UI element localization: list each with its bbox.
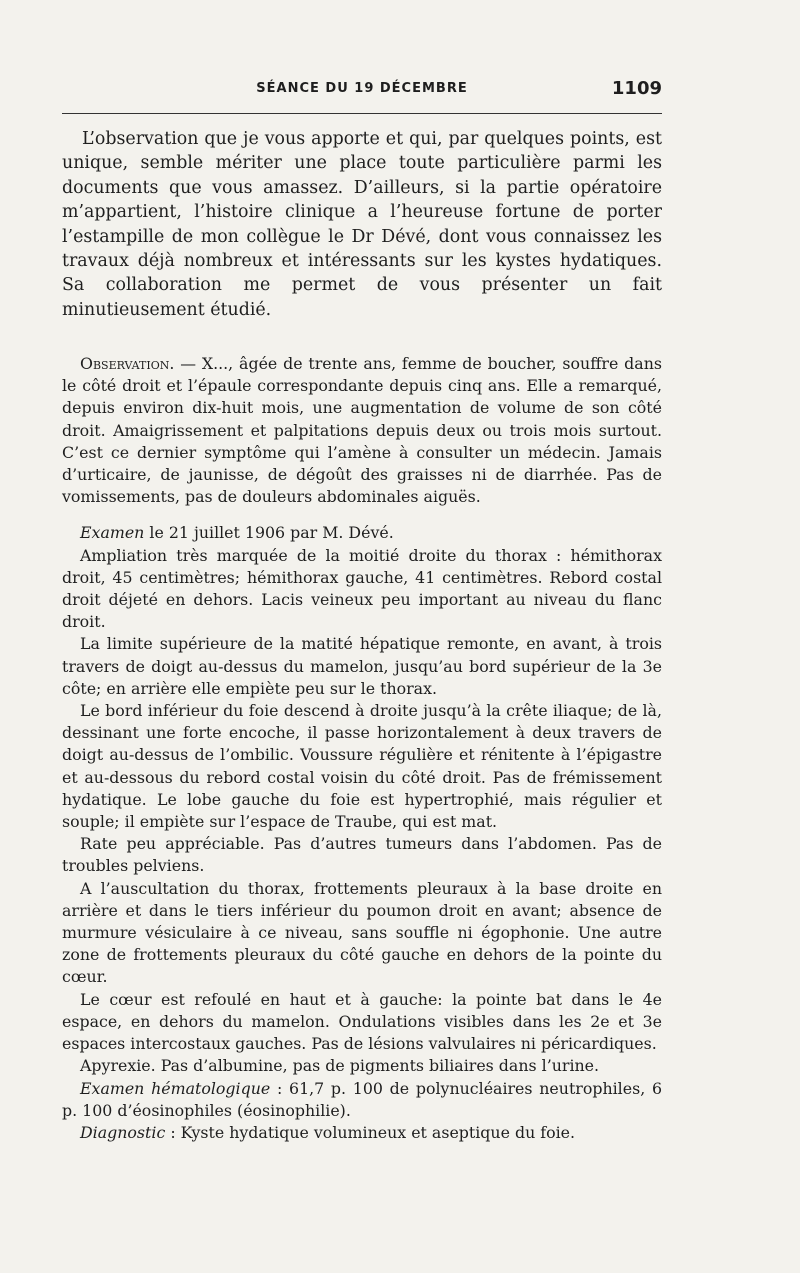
hemato-paragraph: [62, 1078, 662, 1122]
intro-section: [62, 127, 662, 322]
observation-text: — X..., âgée de trente ans, femme de boucher, souffre dans le côté droit et l’épaule correspondante depuis cinq ans. Elle a remarqué, depuis environ dix-huit mois, une augmentation de volume de son côté droit. Amaigrissement et palpitations depuis deux ou trois mois surtout. C’est ce dernier symptôme qui l’amène à consulter un médecin. Jamais d’urticaire, de jaunisse, de dégoût des graisses ni de diarrhée. Pas de vomissements, pas de douleurs abdominales aiguës.: [62, 354, 662, 507]
observation-paragraph: [62, 353, 662, 508]
header-rule: [62, 113, 662, 114]
running-title: SÉANCE DU 19 DÉCEMBRE: [256, 81, 468, 96]
exam-date: le 21 juillet 1906 par M. Dévé.: [144, 523, 394, 543]
exam-paragraph: Apyrexie. Pas d’albumine, pas de pigments biliaires dans l’urine.: [80, 1056, 600, 1076]
hemato-text: : 61,7 p. 100 de polynucléaires neutrophiles, 6 p. 100 d’éosinophiles (éosinophilie).: [62, 1078, 662, 1120]
diagnosis-text: : Kyste hydatique volumineux et aseptique du foie.: [165, 1122, 576, 1142]
observation-section: [62, 353, 662, 1144]
diagnosis-paragraph: [62, 1122, 662, 1144]
exam-paragraph: La limite supérieure de la matité hépatique remonte, en avant, à trois travers de doigt au-dessus du mamelon, jusqu’au bord supérieur de la 3e côte; en arrière elle empiète peu sur le thorax.: [62, 634, 662, 698]
page-header: [62, 78, 662, 102]
diagnosis-label: Diagnostic: [80, 1122, 166, 1142]
exam-paragraph: Ampliation très marquée de la moitié droite du thorax : hémithorax droit, 45 centimètres; hémithorax gauche, 41 centimètres. Rebord costal droit déjeté en dehors. Lacis veineux peu important au niveau du flanc droit.: [62, 545, 662, 632]
exam-label: Examen: [80, 523, 145, 543]
exam-paragraph: Le cœur est refoulé en haut et à gauche: la pointe bat dans le 4e espace, en dehors du mamelon. Ondulations visibles dans les 2e et 3e espaces intercostaux gauches. Pas de lésions valvulaires ni péricardiques.: [62, 989, 662, 1054]
observation-label: Observation.: [80, 354, 175, 373]
exam-paragraph: Rate peu appréciable. Pas d’autres tumeurs dans l’abdomen. Pas de troubles pelviens.: [62, 834, 662, 876]
hemato-label: Examen hématologique: [80, 1078, 271, 1098]
page-number: 1109: [611, 78, 662, 99]
exam-paragraph: A l’auscultation du thorax, frottements pleuraux à la base droite en arrière et dans le tiers inférieur du poumon droit en avant; absence de murmure vésiculaire à ce niveau, sans souffle ni égophonie. Une autre zone de frottements pleuraux du côté gauche en dehors de la pointe du cœur.: [62, 878, 662, 987]
intro-paragraph: L’observation que je vous apporte et qui, par quelques points, est unique, semble mériter une place toute particulière parmi les documents que vous amassez. D’ailleurs, si la partie opératoire m’appartient, l’histoire clinique a l’heureuse fortune de porter l’estampille de mon collègue le Dr Dévé, dont vous connaissez les travaux déjà nombreux et intéressants sur les kystes hydatiques. Sa collaboration me permet de vous présenter un fait minutieusement étudié.: [62, 129, 662, 320]
exam-paragraph: Le bord inférieur du foie descend à droite jusqu’à la crête iliaque; de là, dessinant une forte encoche, il passe horizontalement à deux travers de doigt au-dessus de l’ombilic. Voussure régulière et rénitente à l’épigastre et au-dessous du rebord costal voisin du côté droit. Pas de frémissement hydatique. Le lobe gauche du foie est hypertrophié, mais régulier et souple; il empiète sur l’espace de Traube, qui est mat.: [62, 701, 662, 832]
exam-heading: [62, 522, 662, 544]
